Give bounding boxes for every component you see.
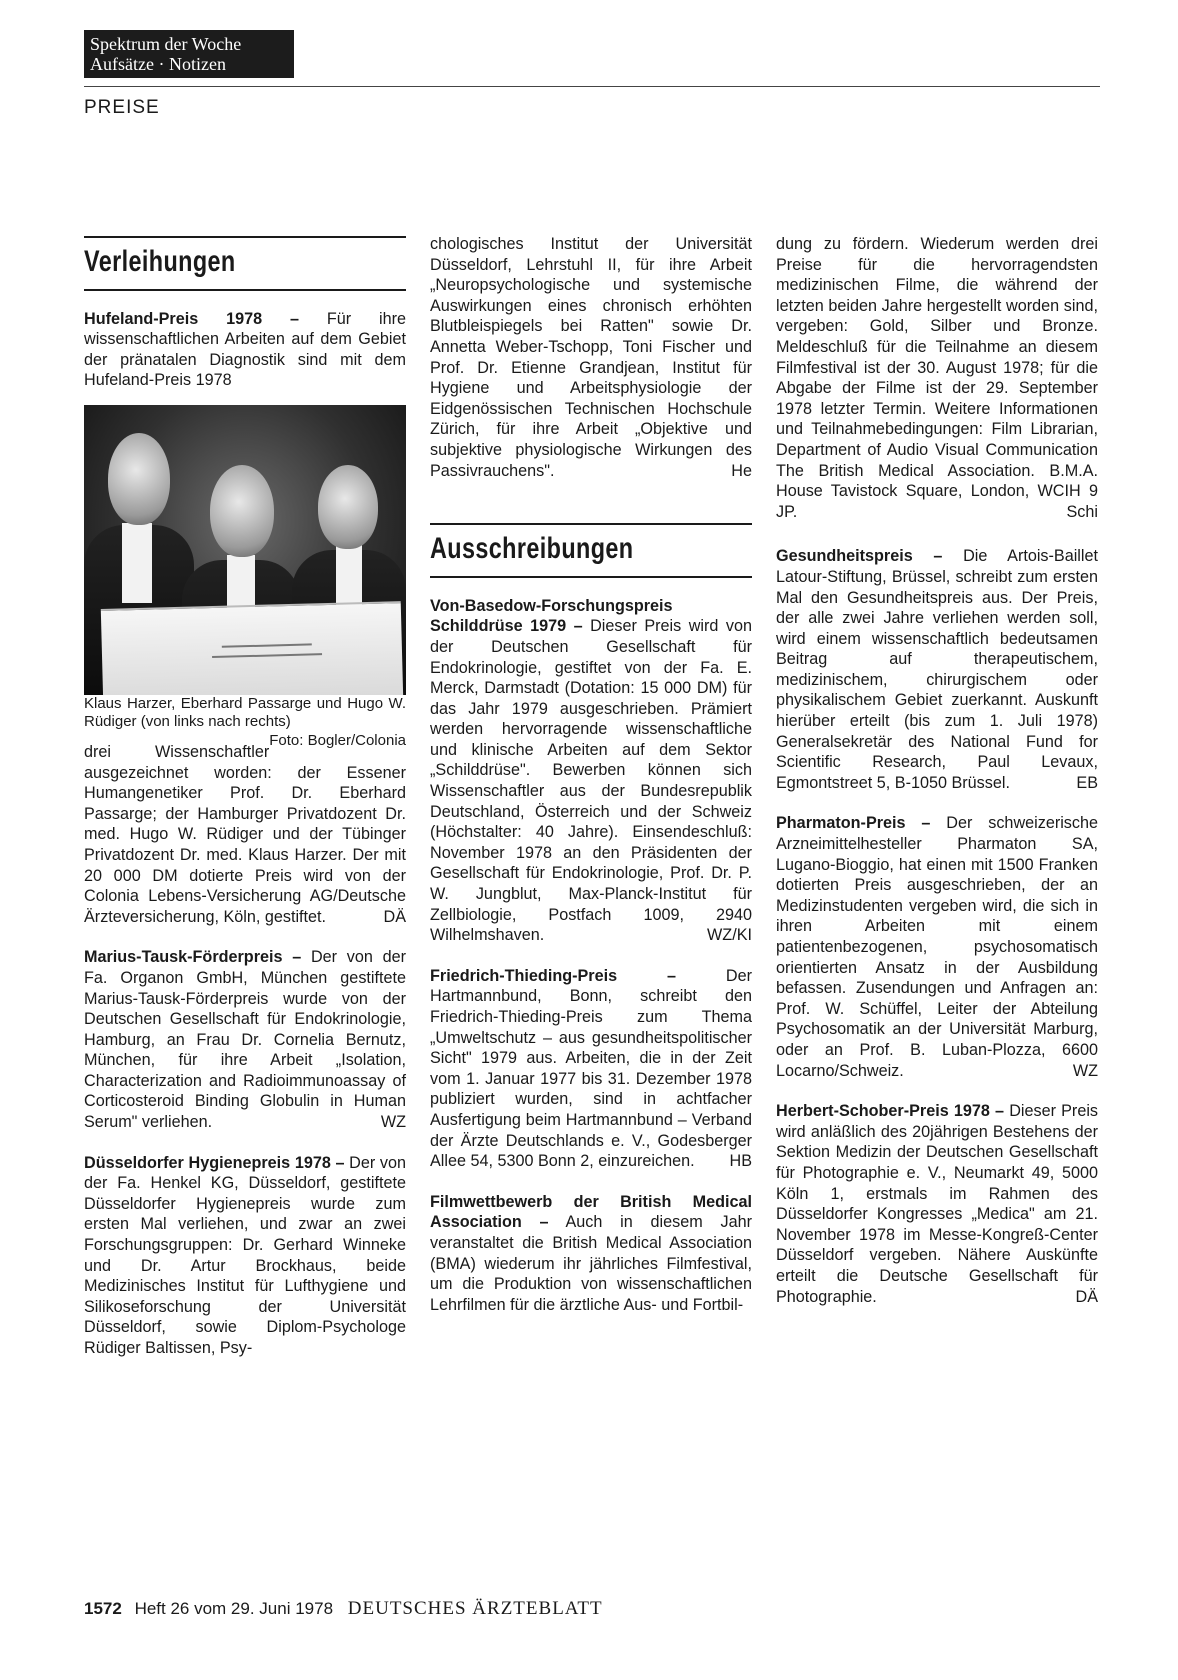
article-bma-continued bbox=[776, 234, 1098, 522]
section-heading: Ausschreibungen bbox=[430, 532, 634, 566]
heading-block-ausschreibungen bbox=[430, 523, 752, 578]
article-text: Der von der Fa. Organon GmbH, München gestiftete Marius-Tausk-Förderpreis wurde von der Deutschen Gesellschaft für Endokrinologie, Hamburg, an Frau Dr. Cornelia Bernutz, München, für ihre Arbeit „Isolation, Characterization and Radioimmunoassay of Corticosteroid Binding Globulin in Human Serum" verliehen. bbox=[84, 948, 407, 1132]
column-1 bbox=[84, 236, 406, 1359]
article-text: Der schweizerische Arzneimittelhesteller Pharmaton SA, Lugano-Bioggio, hat einen mit 1500 Franken dotierten Preis ausgeschrieben, der an Medizinstudenten vergeben wird, die sich in ihren Arbeiten mit einem patientenbezogenen, psychosomatisch orientierten Ansatz in der Ausbildung befassen. Zusendungen und Anfragen an: Prof. W. Schüffel, Leiter der Abteilung Psychosomatik an der Universität Marburg, oder an Prof. B. Luban-Plozza, 6600 Locarno/Schweiz. bbox=[776, 814, 1099, 1080]
section-heading: Verleihungen bbox=[84, 245, 236, 278]
article-title: Düsseldorfer Hygienepreis 1978 – bbox=[84, 1153, 345, 1172]
article-pharmaton bbox=[776, 813, 1098, 1081]
certificate bbox=[101, 601, 403, 695]
article-signature: DÄ bbox=[1075, 1287, 1098, 1306]
article-bma bbox=[430, 1192, 752, 1316]
page-footer bbox=[84, 1598, 603, 1620]
article-hufeland-intro bbox=[84, 309, 406, 391]
article-text: dung zu fördern. Wiederum werden drei Preise für die hervorragendsten medizinischen Filme, die während der letzten beiden Jahre hergestellt worden sind, vergeben: Gold, Silber und Bronze. Meldeschluß für die Teilnahme an diesem Filmfestival ist der 30. August 1978; für die Abgabe der Filme ist der 29. September 1978 letzter Termin. Weitere Informationen und Teilnahmebedingungen: Film Librarian, Department of Audio Visual Communication The British Medical Association. B.M.A. House Tavistock Square, London, WCIH 9 JP. bbox=[776, 235, 1098, 521]
article-title: Von-Basedow-Forschungspreis Schilddrüse 1979 – bbox=[430, 596, 673, 636]
article-thieding bbox=[430, 966, 752, 1172]
article-tausk bbox=[84, 947, 406, 1132]
article-signature: WZ/KI bbox=[707, 926, 752, 945]
section-tag-line1: Spektrum der Woche bbox=[90, 34, 242, 54]
article-text: Der von der Fa. Henkel KG, Düsseldorf, gestiftete Düsseldorfer Hygienepreis wurde zum ersten Mal verliehen, und zwar an zwei Forschungsgruppen: Dr. Gerhard Winneke und Dr. Artur Brockhaus, beide Medizinisches Institut für Lufthygiene und Silikoseforschung der Universität Düsseldorf, sowie Diplom-Psychologe Rüdiger Baltissen, Psy- bbox=[84, 1153, 406, 1357]
column-2 bbox=[430, 234, 752, 1315]
article-text: Für ihre wissenschaftlichen Arbeiten auf dem Gebiet der pränatalen Diagnostik sind mit dem Hufeland-Preis 1978 bbox=[84, 309, 406, 390]
article-title: Gesundheitspreis – bbox=[776, 547, 943, 566]
article-signature: WZ bbox=[1072, 1061, 1098, 1080]
article-text: Dieser Preis wird anläßlich des 20jährigen Bestehens der Sektion Medizin der Deutschen Gesellschaft für Photographie e. V., Neumarkt 49, 5000 Köln 1, erstmals im Rahmen des Düsseldorfer Kongresses „Medica" am 21. November 1978 im Messe-Kongreß-Center Düsseldorf vergeben. Nähere Auskünfte erteilt die Deutsche Gesellschaft für Photographie. bbox=[776, 1102, 1099, 1306]
article-title: Pharmaton-Preis – bbox=[776, 814, 931, 833]
heading-block-verleihungen bbox=[84, 236, 406, 291]
photo-credit: Foto: Bogler/Colonia bbox=[269, 731, 406, 749]
article-title: Friedrich-Thieding-Preis – bbox=[430, 966, 676, 985]
issue-date: Heft 26 vom 29. Juni 1978 bbox=[134, 1599, 334, 1618]
article-text: chologisches Institut der Universität Düsseldorf, Lehrstuhl II, für ihre Arbeit „Neuropsychologische und systemische Auswirkungen eines chronisch erhöhten Blutbleispiegels bei Ratten" sowie Dr. Annetta Weber-Tschopp, Toni Fischer und Prof. Dr. Etienne Grandjean, Institut für Hygiene und Arbeitsphysiologie der Eidgenössischen Technischen Hochschule Zürich, für ihre Arbeit „Objektive und subjektive physiologische Wirkungen des Passivrauchens". bbox=[430, 235, 752, 480]
article-gesundheit bbox=[776, 546, 1098, 793]
article-title: Marius-Tausk-Förderpreis – bbox=[84, 948, 302, 967]
photo-caption bbox=[84, 694, 406, 749]
article-signature: Schi bbox=[1066, 502, 1098, 521]
category-label: PREISE bbox=[84, 97, 160, 118]
article-text: Dieser Preis wird von der Deutschen Gesellschaft für Endokrinologie, gestiftet von der Fa. E. Merck, Darmstadt (Dotation: 15 000 DM) für das Jahr 1979 ausgeschrieben. Prämiert werden hervorragende wissenschaftliche und klinische Arbeiten auf dem Sektor „Schilddrüse". Bewerben können sich Wissenschaftler aus der Bundesrepublik Deutschland, Österreich und der Schweiz (Höchstalter: 40 Jahre). Einsendeschluß: November 1978 an den Präsidenten der Gesellschaft für Endokrinologie, Prof. Dr. P. W. Jungblut, Max-Planck-Institut für Zellbiologie, Postfach 1009, 2940 Wilhelmshaven. bbox=[430, 617, 752, 945]
page-number: 1572 bbox=[84, 1599, 122, 1618]
article-text: Auch in diesem Jahr veranstaltet die British Medical Association (BMA) wiederum ihr jährliches Filmfestival, um die Produktion von wissenschaftlichen Lehrfilmen für die ärztliche Aus- und Fortbil- bbox=[430, 1213, 752, 1314]
article-hufeland-body bbox=[84, 742, 406, 927]
article-text: drei Wissenschaftler ausgezeichnet worden: der Essener Humangenetiker Prof. Dr. Eberhard Passarge; der Hamburger Privatdozent Dr. med. Hugo W. Rüdiger und der Tübinger Privatdozent Dr. med. Klaus Harzer. Der mit 20 000 DM dotierte Preis wird von der Colonia Lebens-Versicherung AG/Deutsche Ärzteversicherung, Köln, gestiftet. bbox=[84, 742, 406, 926]
publication-name: DEUTSCHES ÄRZTEBLATT bbox=[347, 1598, 603, 1619]
section-tag-line2: Aufsätze · Notizen bbox=[90, 54, 226, 74]
article-signature: EB bbox=[1076, 773, 1098, 792]
section-tag bbox=[84, 30, 294, 78]
article-signature: HB bbox=[729, 1152, 752, 1171]
article-title: Herbert-Schober-Preis 1978 – bbox=[776, 1102, 1005, 1121]
article-signature: He bbox=[731, 461, 752, 480]
award-photo bbox=[84, 405, 406, 695]
article-signature: DÄ bbox=[383, 907, 406, 926]
article-title: Filmwettbewerb der British Medical Association – bbox=[430, 1192, 752, 1232]
article-hygiene-continued bbox=[430, 234, 752, 481]
article-text: Die Artois-Baillet Latour-Stiftung, Brüssel, schreibt zum ersten Mal den Gesundheitspreis aus. Der Preis, der alle zwei Jahre verliehen werden soll, wird einem wissenschaftlich bedeutsamen Beitrag auf therapeutischem, medizinischem, chirurgischem oder physikalischem Gebiet zuerkannt. Auskunft hierüber erteilt (bis zum 1. Juli 1978) Generalsekretär des National Fund for Scientific Research, Paul Levaux, Egmontstreet 5, B-1050 Brüssel. bbox=[776, 547, 1098, 792]
article-schober bbox=[776, 1101, 1098, 1307]
photo-caption-text: Klaus Harzer, Eberhard Passarge und Hugo W. Rüdiger (von links nach rechts) bbox=[84, 694, 406, 731]
article-basedow bbox=[430, 596, 752, 946]
article-text: Der Hartmannbund, Bonn, schreibt den Friedrich-Thieding-Preis zum Thema „Umweltschutz – aus gesundheitspolitischer Sicht" 1979 aus. Arbeiten, die in der Zeit vom 1. Januar 1977 bis 31. Dezember 1978 publiziert wurden, sind in achtfacher Ausfertigung beim Hartmannbund – Verband der Ärzte Deutschlands e. V., Godesberger Allee 54, 5300 Bonn 2, einzureichen. bbox=[430, 966, 752, 1171]
header-rule bbox=[84, 86, 1100, 87]
article-hygiene bbox=[84, 1153, 406, 1359]
column-3 bbox=[776, 234, 1098, 1307]
article-title: Hufeland-Preis 1978 – bbox=[84, 309, 299, 328]
article-signature: WZ bbox=[380, 1113, 406, 1132]
